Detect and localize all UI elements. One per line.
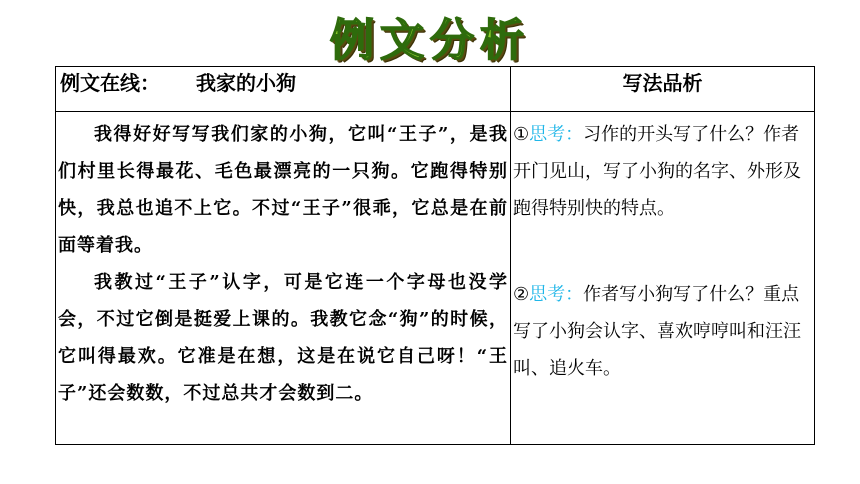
analysis-question-1: 习作的开头写了什么？ — [583, 124, 764, 145]
analysis-number-2: ② — [513, 284, 530, 305]
essay-text-cell — [56, 112, 511, 445]
analysis-text-cell — [511, 112, 815, 445]
analysis-header-cell: 写法品析 — [511, 67, 815, 112]
think-label-2: 思考： — [529, 284, 584, 305]
analysis-question-2: 作者写小狗写了什么？ — [583, 284, 764, 305]
table-body-row — [56, 112, 815, 445]
essay-header-label: 例文在线： — [60, 71, 160, 95]
think-label-1: 思考： — [529, 124, 584, 145]
analysis-table — [55, 66, 815, 445]
essay-header-cell — [56, 67, 511, 112]
slide-title: 例文分析 — [330, 15, 530, 66]
analysis-number-1: ① — [513, 124, 530, 145]
analysis-answer-2: 重点写了小狗会认字、喜欢哼哼叫和汪汪叫、追火车。 — [513, 284, 801, 379]
analysis-answer-1: 作者开门见山，写了小狗的名字、外形及跑得特别快的特点。 — [513, 124, 801, 219]
essay-paragraph-1: 我得好好写写我们家的小狗，它叫“王子”，是我们村里长得最花、毛色最漂亮的一只狗。它跑得特别快，我总也追不上它。不过“王子”很乖，它总是在前面等着我。 — [58, 124, 508, 256]
analysis-item-1 — [513, 116, 812, 276]
table-header-row — [56, 67, 815, 112]
essay-title: 我家的小狗 — [196, 71, 296, 95]
essay-paragraph-2: 我教过“王子”认字，可是它连一个字母也没学会，不过它倒是挺爱上课的。我教它念“狗”的时候，它叫得最欢。它准是在想，这是在说它自己呀！“王子”还会数数，不过总共才会数到二。 — [58, 272, 508, 404]
analysis-item-2 — [513, 276, 812, 436]
